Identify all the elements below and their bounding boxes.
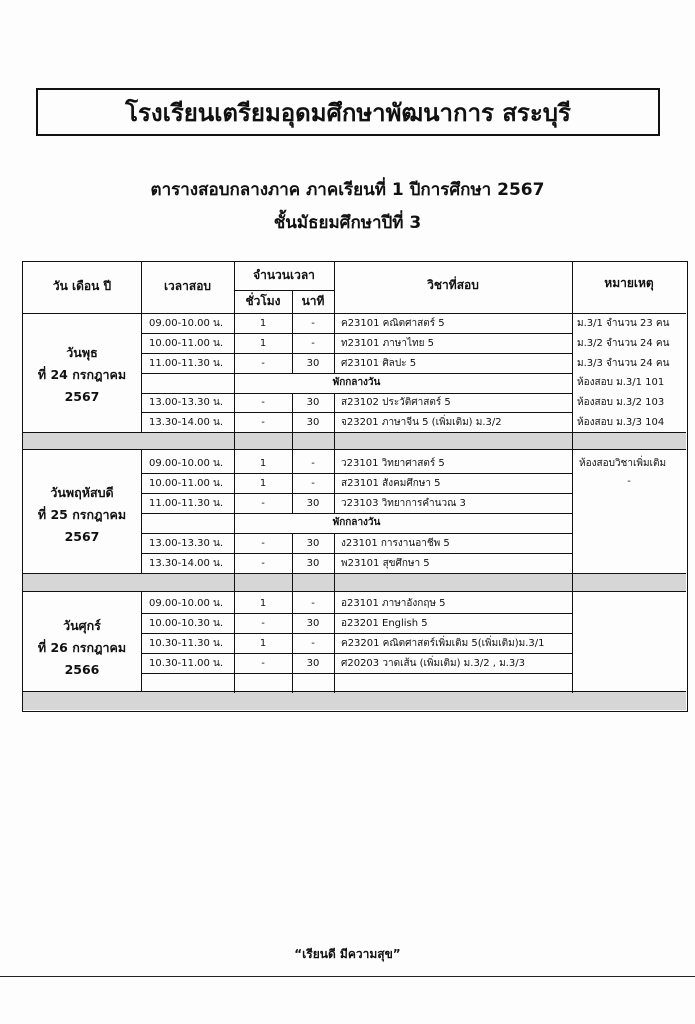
remark-line: ม.3/2 จำนวน 24 คน [577, 338, 670, 349]
header-remark: หมายเหตุ [604, 276, 654, 290]
exam-time: 09.00-10.00 น. [149, 458, 224, 469]
exam-time: 10.30-11.00 น. [149, 658, 224, 669]
remark-line: ม.3/1 จำนวน 23 คน [577, 318, 670, 329]
day-name: วันพุธ [66, 345, 98, 360]
exam-minutes: 30 [306, 538, 320, 549]
exam-hours: - [261, 558, 265, 569]
day-date: ที่ 25 กรกฎาคม [37, 507, 127, 522]
school-motto: “เรียนดี มีความสุข” [294, 947, 401, 961]
header-duration: จำนวนเวลา [253, 268, 315, 282]
grade-level-title: ชั้นมัธยมศึกษาปีที่ 3 [273, 213, 422, 233]
exam-minutes: 30 [306, 397, 320, 408]
day-date: ที่ 24 กรกฎาคม [37, 367, 127, 382]
exam-time: 13.30-14.00 น. [149, 417, 224, 428]
exam-title: ตารางสอบกลางภาค ภาคเรียนที่ 1 ปีการศึกษา 2567 [150, 180, 545, 200]
remark-line: - [627, 476, 631, 487]
remark-line: ห้องสอบ ม.3/3 104 [577, 417, 665, 428]
exam-minutes: - [311, 458, 315, 469]
exam-minutes: - [311, 338, 315, 349]
lunch-break-label: พักกลางวัน [332, 517, 381, 528]
day-separator [23, 573, 686, 591]
exam-hours: 1 [259, 478, 267, 489]
exam-minutes: 30 [306, 417, 320, 428]
exam-minutes: - [311, 318, 315, 329]
exam-subject: ส23101 สังคมศึกษา 5 [341, 478, 441, 489]
exam-hours: - [261, 618, 265, 629]
exam-minutes: 30 [306, 658, 320, 669]
exam-hours: - [261, 658, 265, 669]
exam-hours: - [261, 417, 265, 428]
day-name: วันศุกร์ [63, 618, 101, 633]
day-year: 2567 [64, 529, 100, 544]
header-minutes: นาที [301, 294, 325, 308]
header-date: วัน เดือน ปี [52, 279, 112, 293]
exam-hours: - [261, 397, 265, 408]
exam-subject: พ23101 สุขศึกษา 5 [341, 558, 430, 569]
exam-time: 10.30-11.30 น. [149, 638, 224, 649]
exam-minutes: - [311, 478, 315, 489]
exam-hours: 1 [259, 598, 267, 609]
exam-subject: ศ23101 ศิลปะ 5 [341, 358, 417, 369]
exam-subject: อ23201 English 5 [341, 618, 428, 629]
exam-time: 10.00-11.00 น. [149, 478, 224, 489]
exam-time: 09.00-10.00 น. [149, 318, 224, 329]
exam-hours: - [261, 538, 265, 549]
exam-time: 13.30-14.00 น. [149, 558, 224, 569]
remark-line: ห้องสอบ ม.3/2 103 [577, 397, 665, 408]
exam-subject: ท23101 ภาษาไทย 5 [341, 338, 435, 349]
school-name: โรงเรียนเตรียมอุดมศึกษาพัฒนาการ สระบุรี [125, 98, 571, 127]
exam-minutes: 30 [306, 498, 320, 509]
exam-minutes: 30 [306, 558, 320, 569]
exam-subject: อ23101 ภาษาอังกฤษ 5 [341, 598, 446, 609]
day-separator [23, 432, 686, 449]
header-subject: วิชาที่สอบ [427, 278, 479, 292]
remark-line: ม.3/3 จำนวน 24 คน [577, 358, 670, 369]
exam-time: 11.00-11.30 น. [149, 358, 224, 369]
exam-hours: 1 [259, 458, 267, 469]
exam-hours: 1 [259, 338, 267, 349]
exam-hours: 1 [259, 638, 267, 649]
school-name-box [36, 88, 660, 136]
exam-schedule-table [22, 261, 688, 712]
remark-line: ห้องสอบ ม.3/1 101 [577, 377, 665, 388]
page-bottom-line [0, 976, 695, 977]
exam-subject: ค23201 คณิตศาสตร์เพิ่มเติม 5(เพิ่มเติม)ม.3/1 [341, 638, 545, 649]
exam-time: 11.00-11.30 น. [149, 498, 224, 509]
header-hours: ชั่วโมง [245, 294, 281, 308]
day-date: ที่ 26 กรกฎาคม [37, 640, 127, 655]
day-year: 2566 [64, 662, 100, 677]
exam-time: 10.00-11.00 น. [149, 338, 224, 349]
header-time: เวลาสอบ [163, 279, 212, 293]
exam-subject: ง23101 การงานอาชีพ 5 [341, 538, 450, 549]
day-name: วันพฤหัสบดี [50, 485, 114, 500]
exam-subject: ว23103 วิทยาการคำนวณ 3 [341, 498, 466, 509]
exam-time: 13.00-13.30 น. [149, 397, 224, 408]
exam-hours: - [261, 358, 265, 369]
lunch-break-label: พักกลางวัน [332, 377, 381, 388]
exam-minutes: 30 [306, 618, 320, 629]
exam-subject: ว23101 วิทยาศาสตร์ 5 [341, 458, 445, 469]
day-year: 2567 [64, 389, 100, 404]
exam-minutes: - [311, 638, 315, 649]
remark-line: ห้องสอบวิชาเพิ่มเติม [579, 458, 667, 469]
exam-minutes: - [311, 598, 315, 609]
exam-subject: ศ20203 วาดเส้น (เพิ่มเติม) ม.3/2 , ม.3/3 [341, 658, 525, 669]
exam-hours: 1 [259, 318, 267, 329]
exam-subject: จ23201 ภาษาจีน 5 (เพิ่มเติม) ม.3/2 [341, 417, 502, 428]
footer-band [23, 691, 686, 710]
exam-time: 10.00-10.30 น. [149, 618, 224, 629]
exam-time: 13.00-13.30 น. [149, 538, 224, 549]
exam-subject: ส23102 ประวัติศาสตร์ 5 [341, 397, 451, 408]
exam-subject: ค23101 คณิตศาสตร์ 5 [341, 318, 445, 329]
exam-time: 09.00-10.00 น. [149, 598, 224, 609]
exam-minutes: 30 [306, 358, 320, 369]
exam-hours: - [261, 498, 265, 509]
